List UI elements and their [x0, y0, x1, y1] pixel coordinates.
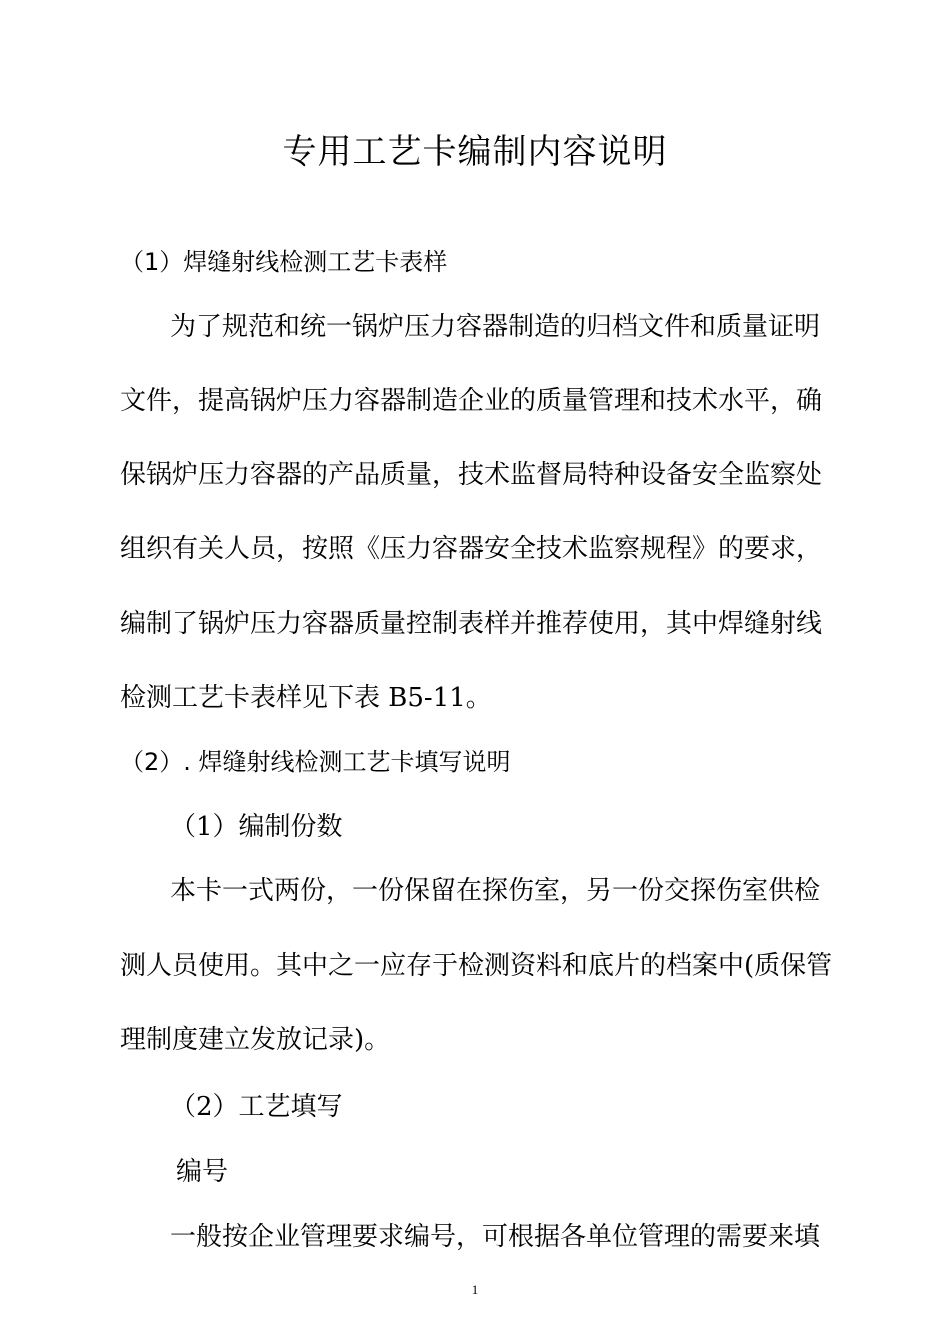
paragraph-line: 保锅炉压力容器的产品质量，技术监督局特种设备安全监察处	[120, 460, 823, 490]
paragraph-line: 组织有关人员，按照《压力容器安全技术监察规程》的要求，	[120, 534, 823, 564]
subsection-heading: （1）编制份数	[170, 812, 343, 842]
paragraph-line: 编制了锅炉压力容器质量控制表样并推荐使用，其中焊缝射线	[120, 609, 823, 639]
paragraph-line: 测人员使用。其中之一应存于检测资料和底片的档案中(质保管	[120, 951, 833, 981]
paragraph-line: 理制度建立发放记录)。	[120, 1025, 391, 1055]
document-title: 专用工艺卡编制内容说明	[282, 132, 668, 172]
subsection-heading: （2）工艺填写	[170, 1092, 343, 1122]
paragraph-line: 一般按企业管理要求编号，可根据各单位管理的需要来填	[170, 1222, 821, 1252]
paragraph-line: 文件，提高锅炉压力容器制造企业的质量管理和技术水平，确	[120, 386, 823, 416]
section-1-heading: （1）焊缝射线检测工艺卡表样	[120, 248, 448, 276]
section-2-heading: （2）. 焊缝射线检测工艺卡填写说明	[120, 748, 511, 776]
paragraph-line: 为了规范和统一锅炉压力容器制造的归档文件和质量证明	[170, 312, 821, 342]
paragraph-line: 检测工艺卡表样见下表 B5-11。	[120, 683, 492, 713]
item-label: 编号	[176, 1157, 229, 1187]
paragraph-line: 本卡一式两份，一份保留在探伤室，另一份交探伤室供检	[170, 876, 821, 906]
page-number: 1	[471, 1282, 479, 1297]
